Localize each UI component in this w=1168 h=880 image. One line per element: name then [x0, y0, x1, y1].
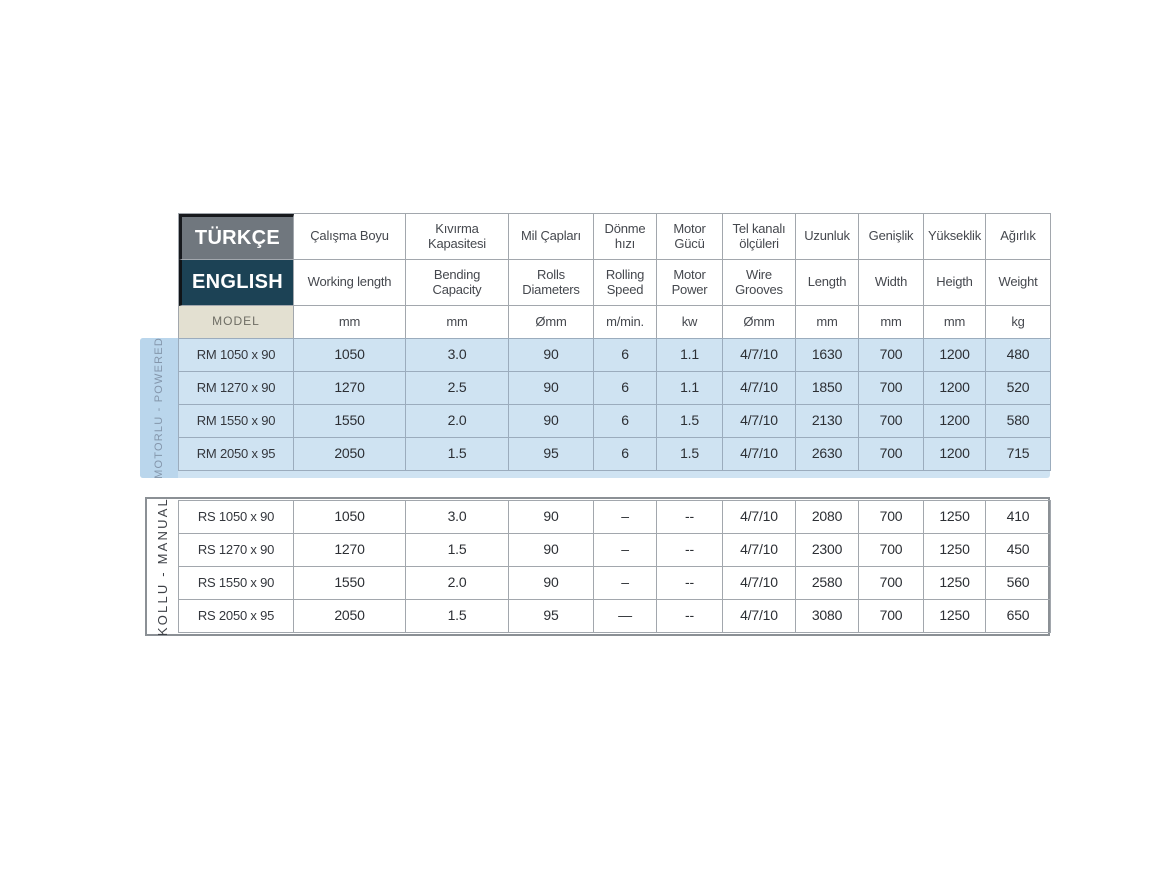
column-header-english: Rolls Diameters: [509, 260, 594, 306]
column-unit: mm: [294, 306, 406, 339]
model-header-cell: MODEL: [179, 306, 294, 339]
value-cell: 1.5: [657, 405, 723, 438]
value-cell: 3080: [796, 600, 859, 633]
section-powered-label: MOTORLU - POWERED: [153, 337, 165, 479]
column-header-english: Bending Capacity: [406, 260, 509, 306]
value-cell: 520: [986, 372, 1051, 405]
value-cell: 6: [594, 372, 657, 405]
table-row: [179, 405, 1051, 438]
value-cell: 4/7/10: [723, 501, 796, 534]
value-cell: 1250: [924, 534, 986, 567]
model-cell: RM 1270 x 90: [179, 372, 294, 405]
model-cell: RS 1270 x 90: [179, 534, 294, 567]
header-row-units: [179, 306, 1051, 339]
value-cell: 4/7/10: [723, 405, 796, 438]
value-cell: 1270: [294, 534, 406, 567]
table-row: [179, 534, 1051, 567]
column-header-english: Motor Power: [657, 260, 723, 306]
english-language-cell: ENGLISH: [179, 260, 294, 306]
model-cell: RS 2050 x 95: [179, 600, 294, 633]
section-manual-rows: [178, 500, 1051, 633]
model-cell: RM 2050 x 95: [179, 438, 294, 471]
column-unit: mm: [796, 306, 859, 339]
value-cell: 1630: [796, 339, 859, 372]
table-row: [179, 372, 1051, 405]
value-cell: 90: [509, 501, 594, 534]
value-cell: 700: [859, 567, 924, 600]
value-cell: 700: [859, 372, 924, 405]
value-cell: 700: [859, 600, 924, 633]
value-cell: 1250: [924, 501, 986, 534]
value-cell: 2.0: [406, 567, 509, 600]
model-cell: RS 1050 x 90: [179, 501, 294, 534]
column-unit: Ømm: [509, 306, 594, 339]
table-row: [179, 339, 1051, 372]
value-cell: --: [657, 534, 723, 567]
column-unit: mm: [924, 306, 986, 339]
value-cell: 1.5: [657, 438, 723, 471]
value-cell: 2.5: [406, 372, 509, 405]
column-header-english: Heigth: [924, 260, 986, 306]
value-cell: 700: [859, 438, 924, 471]
section-manual-label: KOLLU - MANUAL: [155, 496, 170, 637]
column-header-turkish: Çalışma Boyu: [294, 214, 406, 260]
value-cell: 1.1: [657, 372, 723, 405]
value-cell: 4/7/10: [723, 534, 796, 567]
value-cell: 1250: [924, 567, 986, 600]
column-unit: m/min.: [594, 306, 657, 339]
value-cell: 1200: [924, 405, 986, 438]
value-cell: 90: [509, 372, 594, 405]
turkish-language-cell: TÜRKÇE: [179, 214, 294, 260]
value-cell: 95: [509, 438, 594, 471]
column-header-turkish: Ağırlık: [986, 214, 1051, 260]
header-row-english: [179, 260, 1051, 306]
table-row: [179, 438, 1051, 471]
section-powered-strip: [140, 338, 178, 478]
column-header-turkish: Mil Çapları: [509, 214, 594, 260]
value-cell: 1.5: [406, 534, 509, 567]
value-cell: 700: [859, 339, 924, 372]
value-cell: 1850: [796, 372, 859, 405]
model-cell: RS 1550 x 90: [179, 567, 294, 600]
value-cell: 4/7/10: [723, 438, 796, 471]
value-cell: 6: [594, 339, 657, 372]
value-cell: 1550: [294, 567, 406, 600]
model-cell: RM 1050 x 90: [179, 339, 294, 372]
value-cell: 4/7/10: [723, 372, 796, 405]
column-header-english: Rolling Speed: [594, 260, 657, 306]
value-cell: 1270: [294, 372, 406, 405]
value-cell: 2630: [796, 438, 859, 471]
value-cell: 1050: [294, 339, 406, 372]
value-cell: 90: [509, 534, 594, 567]
value-cell: –: [594, 534, 657, 567]
value-cell: 2.0: [406, 405, 509, 438]
section-powered-rows: [178, 338, 1051, 471]
value-cell: 700: [859, 405, 924, 438]
value-cell: 2130: [796, 405, 859, 438]
column-header-turkish: Uzunluk: [796, 214, 859, 260]
header-row-turkish: [179, 214, 1051, 260]
section-manual-strip: [147, 496, 178, 637]
value-cell: 450: [986, 534, 1051, 567]
value-cell: 6: [594, 438, 657, 471]
value-cell: 1200: [924, 339, 986, 372]
column-header-turkish: Kıvırma Kapasitesi: [406, 214, 509, 260]
value-cell: 4/7/10: [723, 600, 796, 633]
model-cell: RM 1550 x 90: [179, 405, 294, 438]
column-header-turkish: Tel kanalı ölçüleri: [723, 214, 796, 260]
value-cell: 4/7/10: [723, 567, 796, 600]
value-cell: --: [657, 567, 723, 600]
value-cell: –: [594, 567, 657, 600]
value-cell: —: [594, 600, 657, 633]
column-header-english: Length: [796, 260, 859, 306]
column-header-turkish: Yükseklik: [924, 214, 986, 260]
value-cell: 2580: [796, 567, 859, 600]
column-header-english: Wire Grooves: [723, 260, 796, 306]
value-cell: 1.1: [657, 339, 723, 372]
value-cell: 1200: [924, 438, 986, 471]
value-cell: 700: [859, 501, 924, 534]
value-cell: 650: [986, 600, 1051, 633]
column-header-turkish: Genişlik: [859, 214, 924, 260]
value-cell: 2080: [796, 501, 859, 534]
value-cell: 1550: [294, 405, 406, 438]
value-cell: 2050: [294, 600, 406, 633]
value-cell: 1200: [924, 372, 986, 405]
value-cell: 4/7/10: [723, 339, 796, 372]
value-cell: 410: [986, 501, 1051, 534]
value-cell: 1.5: [406, 438, 509, 471]
value-cell: 715: [986, 438, 1051, 471]
column-unit: mm: [406, 306, 509, 339]
value-cell: 90: [509, 339, 594, 372]
value-cell: 90: [509, 567, 594, 600]
table-row: [179, 567, 1051, 600]
value-cell: 560: [986, 567, 1051, 600]
value-cell: 95: [509, 600, 594, 633]
value-cell: –: [594, 501, 657, 534]
column-header-turkish: Motor Gücü: [657, 214, 723, 260]
value-cell: --: [657, 600, 723, 633]
column-header-english: Weight: [986, 260, 1051, 306]
value-cell: 1050: [294, 501, 406, 534]
value-cell: 2300: [796, 534, 859, 567]
column-unit: mm: [859, 306, 924, 339]
table-header: [178, 213, 1051, 339]
value-cell: 3.0: [406, 501, 509, 534]
column-unit: kw: [657, 306, 723, 339]
value-cell: --: [657, 501, 723, 534]
value-cell: 3.0: [406, 339, 509, 372]
value-cell: 1.5: [406, 600, 509, 633]
table-row: [179, 600, 1051, 633]
value-cell: 6: [594, 405, 657, 438]
value-cell: 2050: [294, 438, 406, 471]
column-unit: Ømm: [723, 306, 796, 339]
table-row: [179, 501, 1051, 534]
value-cell: 700: [859, 534, 924, 567]
column-header-turkish: Dönme hızı: [594, 214, 657, 260]
value-cell: 480: [986, 339, 1051, 372]
column-unit: kg: [986, 306, 1051, 339]
value-cell: 1250: [924, 600, 986, 633]
column-header-english: Working length: [294, 260, 406, 306]
value-cell: 90: [509, 405, 594, 438]
value-cell: 580: [986, 405, 1051, 438]
column-header-english: Width: [859, 260, 924, 306]
